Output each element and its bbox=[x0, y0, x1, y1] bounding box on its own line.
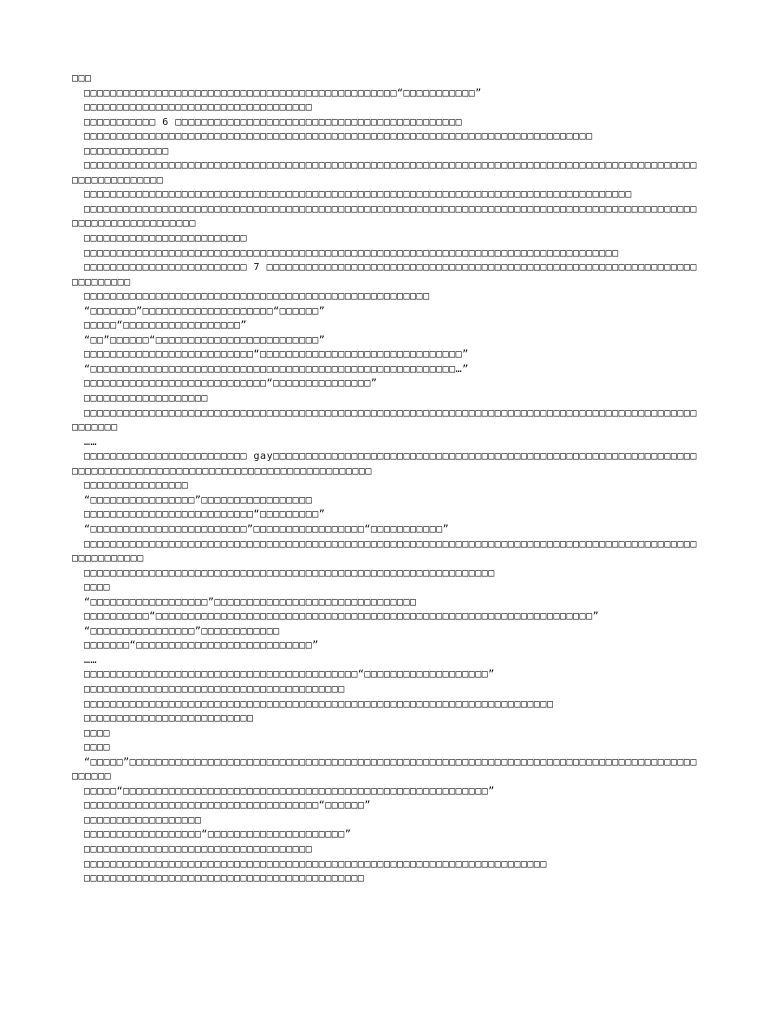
paragraph: □□□□□□□□□□□□□□□□□□□□□□□□□□□□□□□□□□□□□□□□□□□□□□□□“□□□□□□□□□□□” bbox=[84, 87, 482, 99]
paragraph: □□□□□□□□□□□□□□□□□□□□□□□□□□□□□□□□□□□□□□□□□□□□□□□□□□□□□□□□□□□□□□□□□□□□□□□□□□□□□□□□□□□□□□□□□□□□□□□□□□□□□□□□□ bbox=[72, 538, 697, 565]
paragraph: □□□□□□□□□□□□□□□□□□□□□□□□□□□□□□□□□□□□□□□□ bbox=[84, 683, 345, 695]
paragraph: □□□□□□□□□□□□□□□□□□□□□□□□□□□□□□□□□□□□□□□□□□□□□□□□□□□□□□□□□□□□□□□□□□□□□□□□□□□□□□ bbox=[84, 131, 593, 143]
paragraph: □□□□□□□□□□□□□□□□□□“□□□□□□□□□□□□□□□□□□□□□” bbox=[84, 829, 352, 841]
paragraph: □□□□□□□□□□□□□□□□□□□□□□□□□□□□□□□□□□□□□□□□□□□□□□□□□□□□□□□□□□□□□□□□□□□□□□□□□□□□□□□□□□□□□□□□□□□□□□□□□□□□□□□□□□□□ bbox=[72, 160, 697, 186]
paragraph: □□□□□□□□□□□□□□□□□□□□□□□□□□□□□□□□□□□□□□□□□□“□□□□□□□□□□□□□□□□□□□” bbox=[84, 669, 495, 681]
paragraph: □□□ bbox=[72, 73, 92, 84]
paragraph: □□□□□□□□□□□□□□□□□□□□□□□□□□□□□□□□□□□□□□□□□□□□□□□□□□□□□□□□□□□□□□□□□□□□□□□□ bbox=[84, 698, 554, 710]
paragraph: □□□□ bbox=[84, 582, 111, 594]
paragraph: “□□□□□”□□□□□□□□□□□□□□□□□□□□□□□□□□□□□□□□□□□□□□□□□□□□□□□□□□□□□□□□□□□□□□□□□□□□□□□□□□□□□□□□□□□□□□□□□□□□□ bbox=[72, 756, 697, 783]
paragraph: □□□□□□□□□□□□□□□□□□□□□□□□□□□□□□□□□□□□□□□□□□□□□□□□□□□□□ bbox=[84, 291, 430, 303]
paragraph: □□□□ bbox=[84, 742, 111, 754]
paragraph: …… bbox=[84, 436, 98, 448]
paragraph: □□□□□□□□□□□□□□□□□□□□□□□□□□□□□□□□□□□□□□□□□□□□□□□□□□□□□□□□□□□□□□□□□□□□□□□□□□□□□□□□□□□□□□□□□□□□□□□□□□□□□□□□□□□□□□□□□ bbox=[72, 203, 697, 230]
paragraph: □□□□□□□□□□□□□□□□□□□□□□□□□□□□□□□□□□□ bbox=[84, 102, 313, 114]
paragraph: □□□□□□□□□□□□□□□□□□□□□□□□□□□□□□□□□□□□□□□□□□□□□□□□□□□□□□□□□□□□□□□□□□□□□□□□□□□□□□□□□□ bbox=[84, 247, 619, 259]
paragraph: □□□□□□□“□□□□□□□□□□□□□□□□□□□□□□□□□□□” bbox=[84, 640, 319, 652]
paragraph: □□□□□□□□□□□□□□□□□□□□□□□□□□□□□□□□□□□□“□□□□□□” bbox=[84, 800, 371, 812]
paragraph: □□□□□□□□□□□□□□□□□□□□□□□□□□“□□□□□□□□□” bbox=[84, 509, 326, 521]
paragraph: □□□□□□□□□□□□□□□□□□□□□□□□□ 7 □□□□□□□□□□□□□□□□□□□□□□□□□□□□□□□□□□□□□□□□□□□□□□□□□□□□□□□□□□□□□□□□□□□□□□□□□□□ bbox=[72, 262, 697, 288]
paragraph: □□□□□□□□□□□□□□□□□□□□□□□□□□□□□□□□□□□□□□□□□□□ bbox=[84, 873, 365, 885]
paragraph: □□□□□“□□□□□□□□□□□□□□□□□□” bbox=[84, 320, 248, 332]
paragraph: □□□□□□□□□□□□□□□□□□ bbox=[84, 814, 202, 826]
paragraph: □□□□□□□□□□□□□□□□□□□□□□□□□□□□□□□□□□□□□□□□□□□□□□□□□□□□□□□□□□□□□□□□□□□□□□□ bbox=[84, 858, 547, 870]
paragraph: “□□□□□□□□□□□□□□□□□□□□□□□□”□□□□□□□□□□□□□□□□□“□□□□□□□□□□□” bbox=[84, 523, 450, 535]
paragraph: □□□□□□□□□□□□□□□□□□□ bbox=[84, 393, 208, 405]
paragraph: □□□□□□□□□□□□□□□□□□□□□□□□□□ bbox=[84, 713, 254, 725]
paragraph: “□□□□□□□”□□□□□□□□□□□□□□□□□□□□“□□□□□□” bbox=[84, 305, 326, 317]
paragraph: “□□□□□□□□□□□□□□□□□□□□□□□□□□□□□□□□□□□□□□□□□□□□□□□□□□□□□□□□…” bbox=[84, 363, 469, 375]
paragraph: “□□”□□□□□□“□□□□□□□□□□□□□□□□□□□□□□□□□” bbox=[84, 334, 326, 346]
paragraph: □□□□□□□□□□□□□□□□□□□□□□□□□□□□□□□□□□□□□□□□□□□□□□□□□□□□□□□□□□□□□□□ bbox=[84, 567, 495, 579]
paragraph: □□□□□□□□□□□ 6 □□□□□□□□□□□□□□□□□□□□□□□□□□□□□□□□□□□□□□□□□□□□ bbox=[84, 116, 463, 128]
paragraph: □□□□□“□□□□□□□□□□□□□□□□□□□□□□□□□□□□□□□□□□□□□□□□□□□□□□□□□□□□□□□□” bbox=[84, 785, 495, 797]
paragraph: □□□□□□□□□□□□□□□□□□□□□□□□□□□□□□□□□□□□□□□□□□□□□□□□□□□□□□□□□□□□□□□□□□□□□□□□□□□□□□□□□□□□□□□□□□□□□□□□□□□□□ bbox=[72, 407, 697, 434]
paragraph: “□□□□□□□□□□□□□□□□□□”□□□□□□□□□□□□□□□□□□□□□□□□□□□□□□□ bbox=[84, 596, 417, 608]
paragraph: □□□□□□□□□□□□□□□□□□□□□□□□□□□□“□□□□□□□□□□□□□□□” bbox=[84, 378, 378, 390]
paragraph: “□□□□□□□□□□□□□□□□”□□□□□□□□□□□□ bbox=[84, 625, 280, 637]
paragraph: □□□□□□□□□□□□□□□□□□□□□□□□□ gay□□□□□□□□□□□□□□□□□□□□□□□□□□□□□□□□□□□□□□□□□□□□□□□□□□□□□□□□□□□□□□□□□□□□□□□□□□□□□□□□□□□□□□□□□□□□□□□□□□□□□□□□□□□□□□□ bbox=[72, 451, 697, 477]
paragraph: □□□□□□□□□□□□□□□□□□□□□□□□□□“□□□□□□□□□□□□□□□□□□□□□□□□□□□□□□□” bbox=[84, 349, 469, 361]
paragraph: □□□□□□□□□□“□□□□□□□□□□□□□□□□□□□□□□□□□□□□□□□□□□□□□□□□□□□□□□□□□□□□□□□□□□□□□□□□□□□” bbox=[84, 611, 600, 623]
paragraph: …… bbox=[84, 654, 98, 666]
paragraph: □□□□□□□□□□□□□□□□ bbox=[84, 480, 189, 492]
paragraph: “□□□□□□□□□□□□□□□□”□□□□□□□□□□□□□□□□□ bbox=[84, 494, 313, 506]
paragraph: □□□□□□□□□□□□□□□□□□□□□□□□□ bbox=[84, 233, 248, 245]
paragraph: □□□□□□□□□□□□□ bbox=[84, 145, 169, 157]
paragraph: □□□□ bbox=[84, 727, 111, 739]
document-body bbox=[72, 72, 702, 887]
paragraph: □□□□□□□□□□□□□□□□□□□□□□□□□□□□□□□□□□□ bbox=[84, 843, 313, 855]
paragraph: □□□□□□□□□□□□□□□□□□□□□□□□□□□□□□□□□□□□□□□□□□□□□□□□□□□□□□□□□□□□□□□□□□□□□□□□□□□□□□□□□□□□ bbox=[84, 189, 632, 201]
